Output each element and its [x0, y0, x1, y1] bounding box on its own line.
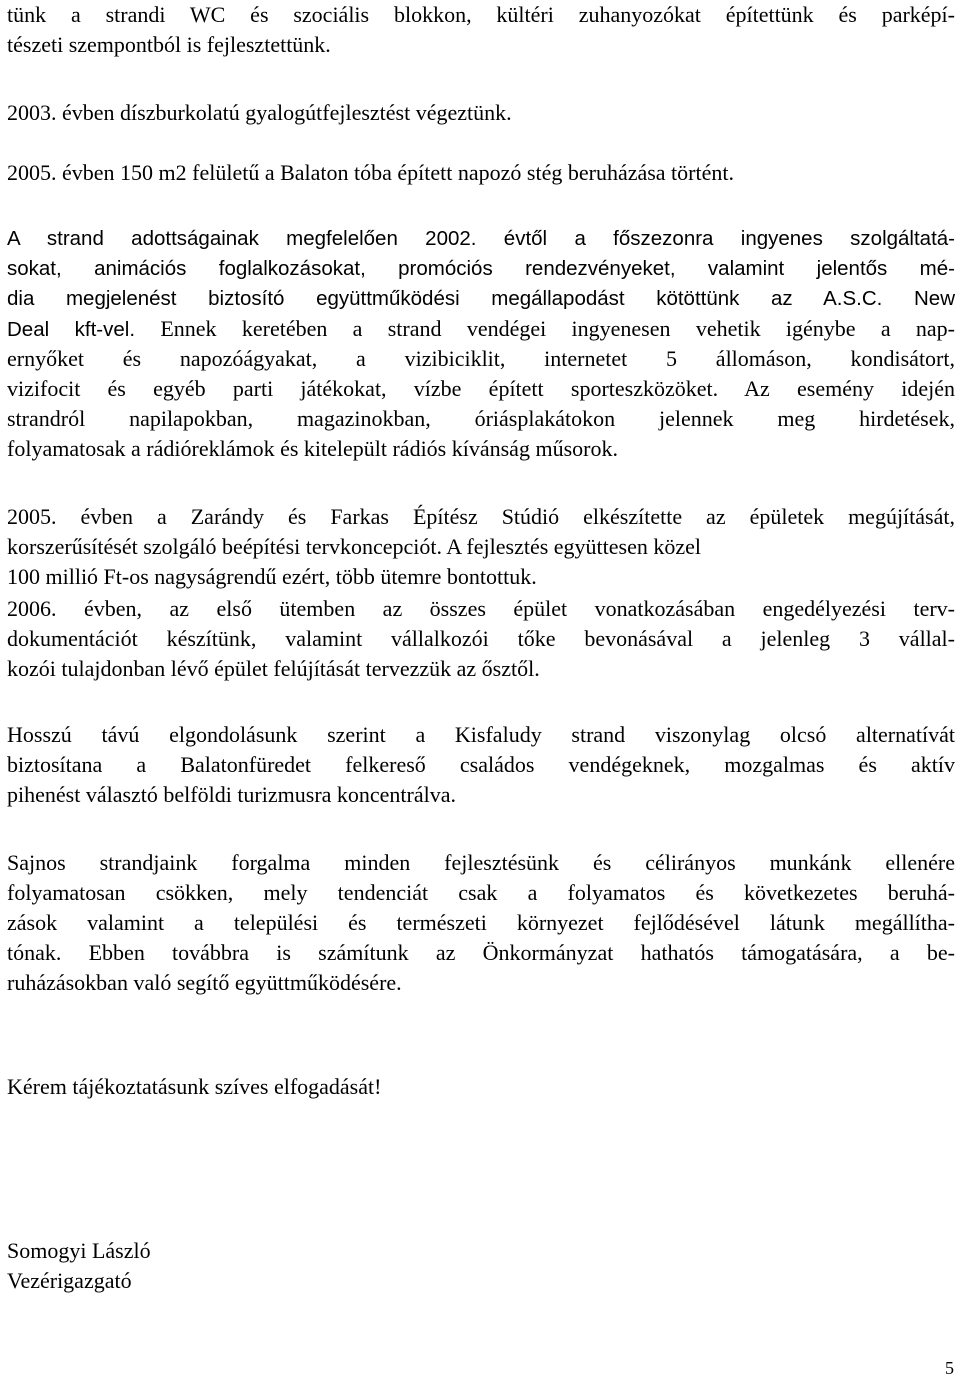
closing-request: Kérem tájékoztatásunk szíves elfogadását!	[7, 1074, 382, 1099]
text-line: tünk a strandi WC és szociális blokkon, kültéri zuhanyozókat építettünk és parképí-	[7, 2, 955, 27]
text-line: A strand adottságainak megfelelően 2002. évtől a főszezonra ingyenes szolgáltatá-	[7, 227, 955, 250]
text-line: strandról napilapokban, magazinokban, óriásplakátokon jelennek meg hirdetések,	[7, 406, 955, 431]
text-line: vizifocit és egyéb parti játékokat, vízbe épített sporteszközöket. Az esemény idején	[7, 376, 955, 401]
text-line: tészeti szempontból is fejlesztettünk.	[7, 32, 331, 57]
text-line: zások valamint a települési és természeti környezet fejlődésével látunk megállítha-	[7, 910, 955, 935]
text-line: folyamatosan csökken, mely tendenciát csak a folyamatos és következetes beruhá-	[7, 880, 955, 905]
text-line: Sajnos strandjaink forgalma minden fejlesztésünk és célirányos munkánk ellenére	[7, 850, 955, 875]
text-line: ernyőket és napozóágyakat, a vizibiciklit, internetet 5 állomáson, kondisátort,	[7, 346, 955, 371]
text-fragment: Deal kft-vel.	[7, 318, 136, 341]
paragraph-2003: 2003. évben díszburkolatú gyalogútfejlesztést végeztünk.	[7, 100, 512, 125]
text-line: dokumentációt készítünk, valamint vállalkozói tőke bevonásával a jelenleg 3 vállal-	[7, 626, 955, 651]
text-line: 2005. évben a Zarándy és Farkas Építész Stúdió elkészítette az épületek megújítását,	[7, 504, 955, 529]
signatory-name: Somogyi László	[7, 1238, 151, 1263]
page-number: 5	[945, 1358, 954, 1378]
signatory-title: Vezérigazgató	[7, 1268, 132, 1293]
text-line	[7, 314, 955, 345]
text-line: ruházásokban való segítő együttműködésére.	[7, 970, 402, 995]
text-line: kozói tulajdonban lévő épület felújítását tervezzük az ősztől.	[7, 656, 540, 681]
text-line: biztosítana a Balatonfüredet felkereső családos vendégeknek, mozgalmas és aktív	[7, 752, 955, 777]
text-line: tónak. Ebben továbbra is számítunk az Önkormányzat hathatós támogatására, a be-	[7, 940, 955, 965]
text-line: 2006. évben, az első ütemben az összes épület vonatkozásában engedélyezési terv-	[7, 596, 955, 621]
text-line: 100 millió Ft-os nagyságrendű ezért, több ütemre bontottuk.	[7, 564, 537, 589]
text-fragment: Ennek keretében a strand vendégei ingyenesen vehetik igénybe a nap-	[135, 316, 955, 341]
text-line: dia megjelenést biztosító együttműködési megállapodást kötöttünk az A.S.C. New	[7, 287, 955, 310]
text-line: folyamatosak a rádióreklámok és kitelepült rádiós kívánság műsorok.	[7, 436, 618, 461]
text-line: sokat, animációs foglalkozásokat, promóciós rendezvényeket, valamint jelentős mé-	[7, 257, 955, 280]
text-line: Hosszú távú elgondolásunk szerint a Kisfaludy strand viszonylag olcsó alternatívát	[7, 722, 955, 747]
text-line: pihenést választó belföldi turizmusra koncentrálva.	[7, 782, 457, 807]
text-line: korszerűsítését szolgáló beépítési tervkoncepciót. A fejlesztés együttesen közel	[7, 534, 701, 559]
paragraph-2005-steg: 2005. évben 150 m2 felületű a Balaton tóba épített napozó stég beruházása történt.	[7, 160, 734, 185]
